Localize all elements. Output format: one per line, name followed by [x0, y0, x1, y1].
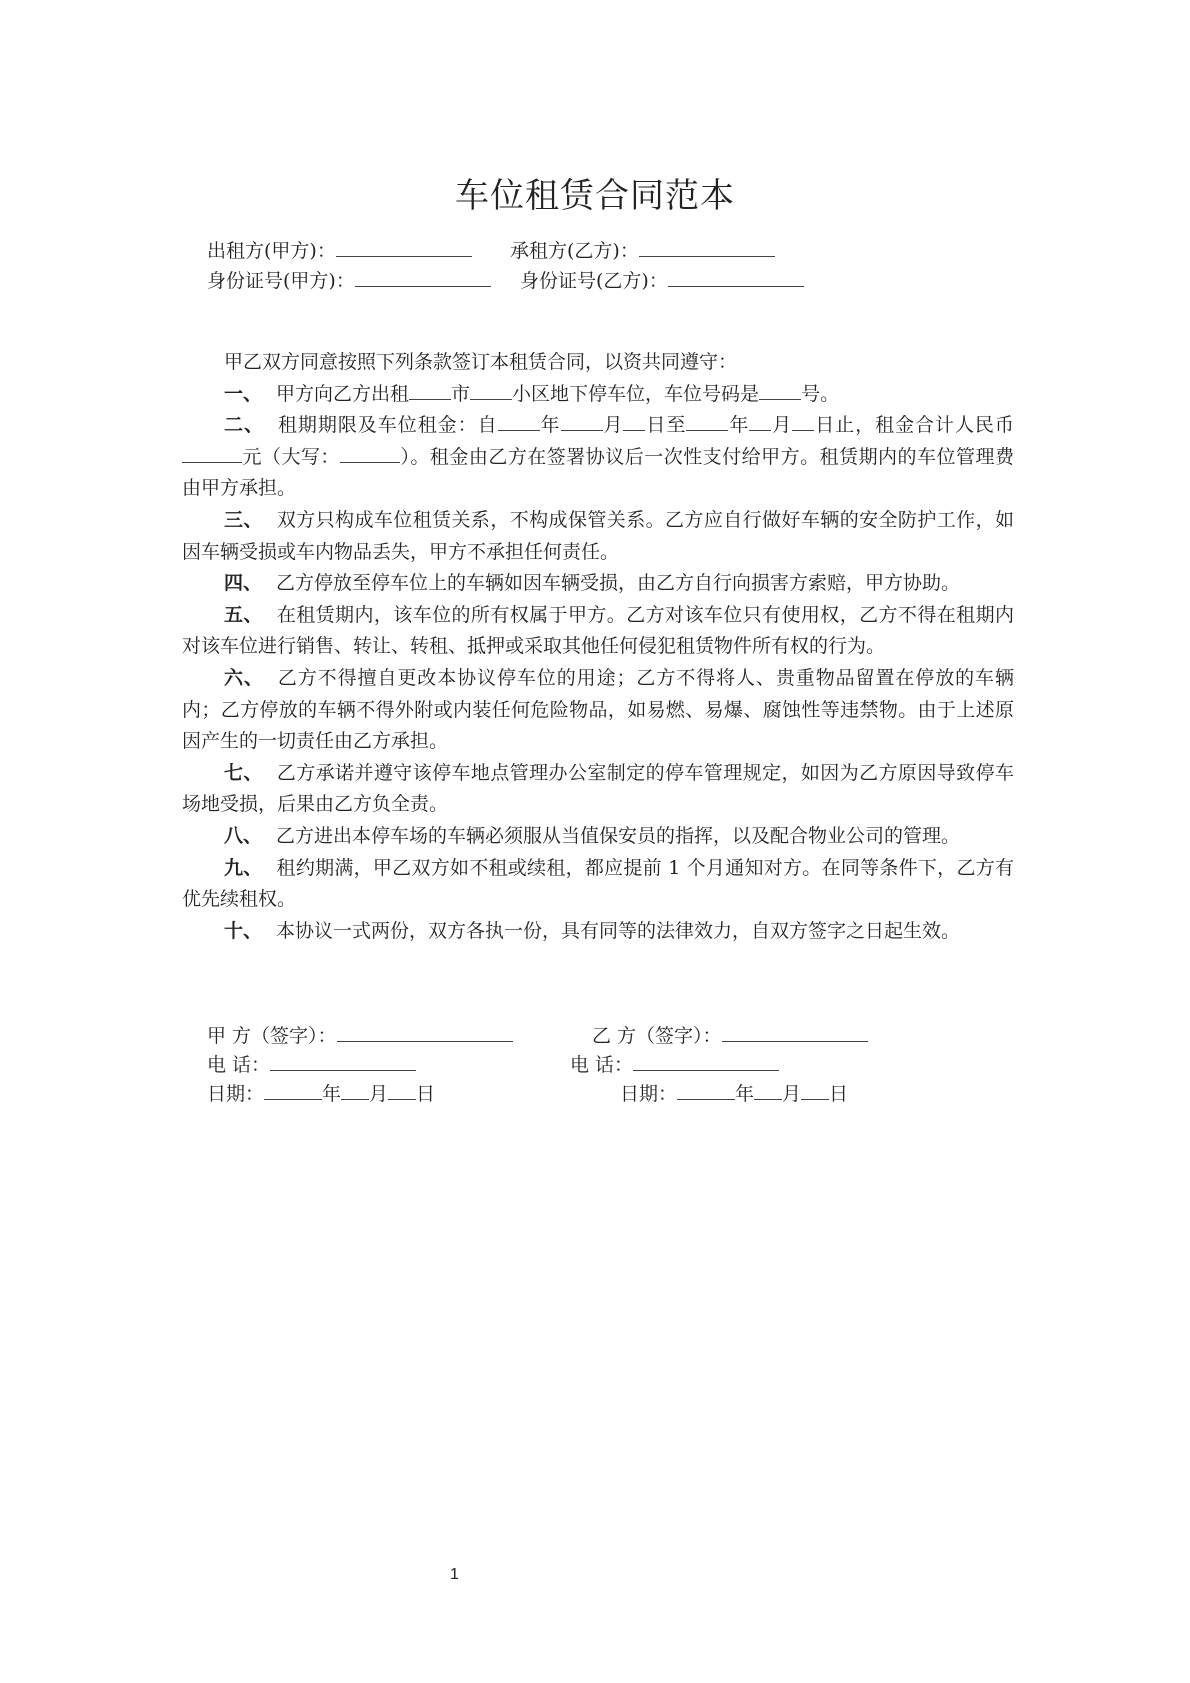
intro-paragraph: 甲乙双方同意按照下列条款签订本租赁合同，以资共同遵守： — [224, 351, 738, 373]
day-label: 日 — [416, 1083, 436, 1105]
party-b-signature-line — [592, 1021, 868, 1048]
clause-text: 元（大写： — [242, 445, 340, 468]
contract-body — [182, 347, 1014, 947]
clause-text: 租约期满，甲乙双方如不租或续租，都应提前 1 个月通知对方。在同等条件下，乙方有优先续租权。 — [182, 856, 1014, 911]
clause-number: 五、 — [224, 603, 263, 626]
date-a-month-blank[interactable] — [341, 1079, 369, 1100]
clause-number: 三、 — [224, 508, 263, 531]
clause-7 — [182, 758, 1014, 821]
clause-9 — [182, 853, 1014, 916]
clause-text: 乙方不得擅自更改本协议停车位的用途；乙方不得将人、贵重物品留置在停放的车辆内；乙方停放的车辆不得外附或内装任何危险物品，如易燃、易爆、腐蚀性等违禁物。由于上述原因产生的一切责任由乙方承担。 — [182, 666, 1014, 753]
party-b-signature-blank[interactable] — [722, 1021, 868, 1042]
clause-8 — [182, 821, 1014, 853]
clause-text: 乙方停放至停车位上的车辆如因车辆受损，由乙方自行向损害方索赔，甲方协助。 — [276, 572, 961, 595]
clause-number: 十、 — [224, 919, 263, 942]
month-label: 月 — [369, 1083, 389, 1105]
date-b-line — [620, 1079, 848, 1106]
clause-text: 乙方承诺并遵守该停车地点管理办公室制定的停车管理规定，如因为乙方原因导致停车场地受损，后果由乙方负全责。 — [182, 761, 1014, 816]
clause-number: 七、 — [224, 761, 263, 784]
clause-5 — [182, 600, 1014, 663]
clause-text: 小区地下停车位，车位号码是 — [512, 382, 760, 405]
clause-text: 月 — [602, 414, 624, 437]
month-label: 月 — [782, 1083, 802, 1105]
date-a-label: 日期： — [207, 1083, 265, 1105]
phone-b-line — [570, 1050, 779, 1077]
clause-text: 本协议一式两份，双方各执一份，具有同等的法律效力，自双方签字之日起生效。 — [276, 919, 961, 942]
lessee-line — [510, 236, 775, 263]
date-b-label: 日期： — [620, 1083, 678, 1105]
blank[interactable] — [759, 379, 801, 400]
lessee-label: 承租方(乙方)： — [510, 240, 639, 262]
day-label: 日 — [829, 1083, 849, 1105]
clause-10 — [182, 916, 1014, 948]
date-a-day-blank[interactable] — [388, 1079, 416, 1100]
id-b-blank[interactable] — [668, 266, 804, 287]
blank[interactable] — [623, 410, 645, 431]
lessor-label: 出租方(甲方)： — [207, 240, 336, 262]
lessor-line — [207, 236, 472, 263]
party-a-signature-blank[interactable] — [337, 1021, 513, 1042]
clause-text: 租期期限及车位租金：自 — [277, 414, 498, 437]
phone-a-line — [207, 1050, 416, 1077]
clause-text: 甲方向乙方出租 — [276, 382, 410, 405]
year-label: 年 — [735, 1083, 755, 1105]
clause-text: 年 — [539, 414, 561, 437]
page-number: 1 — [450, 1566, 459, 1583]
page-title: 车位租赁合同范本 — [455, 176, 735, 216]
phone-b-label: 电 话： — [570, 1054, 634, 1076]
lessee-blank[interactable] — [639, 236, 775, 257]
id-a-line — [207, 266, 491, 293]
clause-number: 四、 — [224, 572, 263, 595]
year-label: 年 — [322, 1083, 342, 1105]
blank[interactable] — [792, 410, 814, 431]
clause-3 — [182, 505, 1014, 568]
clause-text: 月 — [771, 414, 793, 437]
id-a-blank[interactable] — [355, 266, 491, 287]
clause-number: 六、 — [224, 666, 264, 689]
clause-6 — [182, 663, 1014, 758]
lessor-blank[interactable] — [336, 236, 472, 257]
date-b-year-blank[interactable] — [677, 1079, 735, 1100]
phone-a-blank[interactable] — [270, 1050, 416, 1071]
clause-text: 年 — [728, 414, 750, 437]
clause-text: 号。 — [801, 382, 840, 405]
blank[interactable] — [686, 410, 728, 431]
clause-text: 市 — [451, 382, 471, 405]
blank[interactable] — [749, 410, 771, 431]
clause-1 — [182, 379, 1014, 411]
phone-b-blank[interactable] — [633, 1050, 779, 1071]
clause-number: 一、 — [224, 382, 263, 405]
date-b-day-blank[interactable] — [801, 1079, 829, 1100]
blank[interactable] — [182, 442, 242, 463]
clause-text: 双方只构成车位租赁关系，不构成保管关系。乙方应自行做好车辆的安全防护工作，如因车辆受损或车内物品丢失，甲方不承担任何责任。 — [182, 508, 1014, 563]
blank[interactable] — [470, 379, 512, 400]
date-b-month-blank[interactable] — [754, 1079, 782, 1100]
clause-number: 九、 — [224, 856, 263, 879]
blank[interactable] — [340, 442, 400, 463]
phone-a-label: 电 话： — [207, 1054, 271, 1076]
clause-text: ）。租金由乙方在签署协议后一次性支付给甲方。租赁期内的车位管理费由甲方承担。 — [182, 445, 1014, 500]
id-b-line — [520, 266, 804, 293]
clause-text: 乙方进出本停车场的车辆必须服从当值保安员的指挥，以及配合物业公司的管理。 — [276, 824, 961, 847]
party-a-signature-line — [207, 1021, 513, 1048]
blank[interactable] — [409, 379, 451, 400]
clause-2 — [182, 410, 1014, 505]
id-a-label: 身份证号(甲方)： — [207, 270, 355, 292]
clause-text: 在租赁期内，该车位的所有权属于甲方。乙方对该车位只有使用权，乙方不得在租期内对该车位进行销售、转让、转租、抵押或采取其他任何侵犯租赁物件所有权的行为。 — [182, 603, 1014, 658]
blank[interactable] — [561, 410, 603, 431]
party-a-signature-label: 甲 方（签字）： — [207, 1025, 337, 1047]
clause-text: 日至 — [645, 414, 687, 437]
blank[interactable] — [498, 410, 540, 431]
clause-number: 二、 — [224, 414, 264, 437]
id-b-label: 身份证号(乙方)： — [520, 270, 668, 292]
date-a-line — [207, 1079, 435, 1106]
date-a-year-blank[interactable] — [264, 1079, 322, 1100]
clause-number: 八、 — [224, 824, 263, 847]
party-b-signature-label: 乙 方（签字）： — [592, 1025, 722, 1047]
clause-text: 日止，租金合计人民币 — [814, 414, 1014, 437]
clause-4 — [182, 568, 1014, 600]
